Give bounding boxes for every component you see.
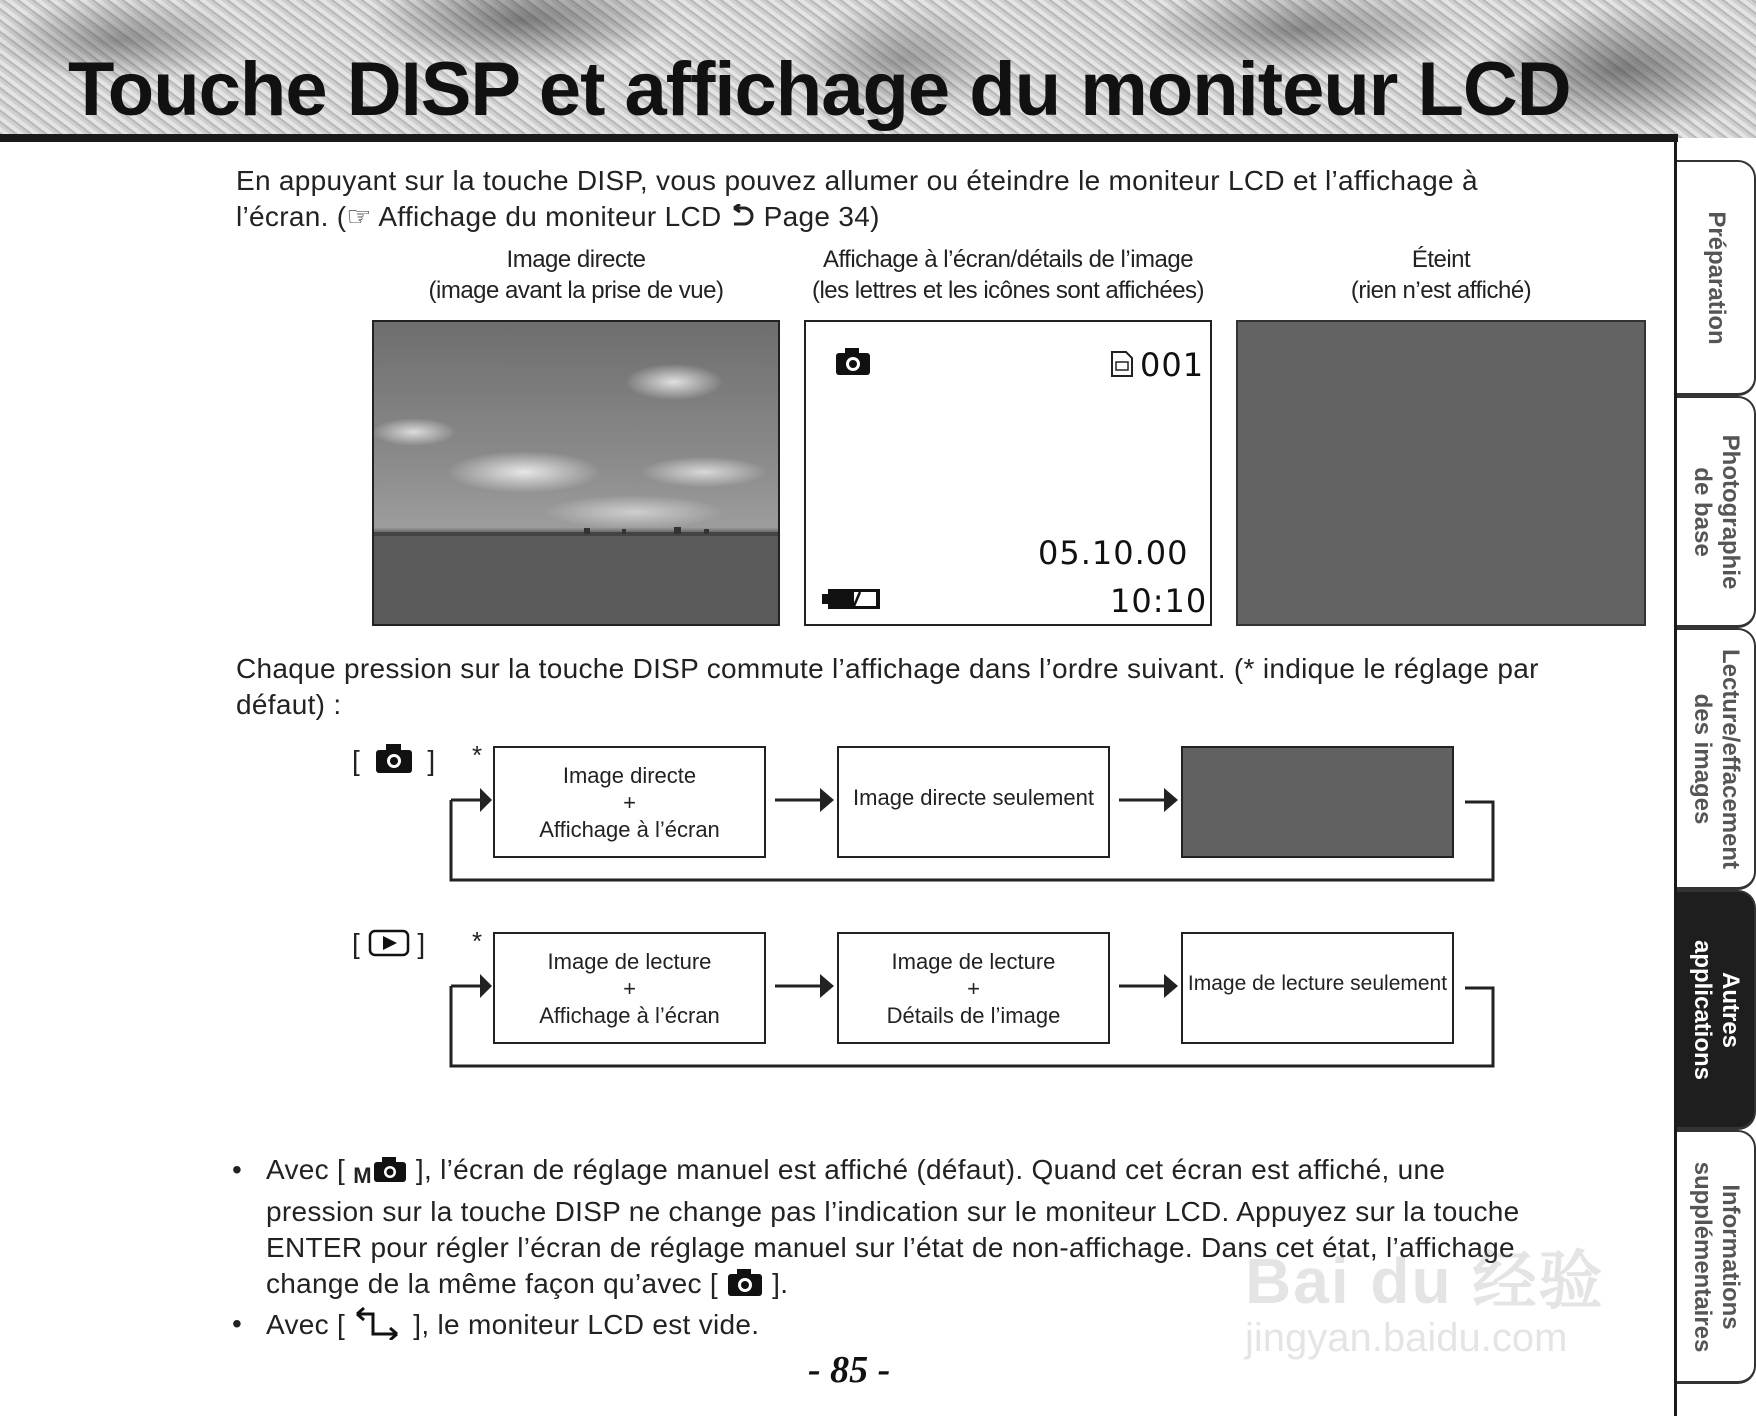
pointing-hand-icon: ☞	[346, 201, 372, 232]
watermark-url: jingyan.baidu.com	[1245, 1316, 1568, 1360]
bracket-close: ]	[417, 928, 426, 959]
osd-panel	[804, 320, 1212, 626]
tab-label: Autres applications	[1688, 939, 1744, 1080]
sequence-intro-line-1: Chaque pression sur la touche DISP commute l’affichage dans l’ordre suivant. (* indique le réglage par	[236, 653, 1539, 684]
caption-osd	[790, 244, 1226, 306]
default-marker: *	[472, 740, 483, 770]
tab-lecture-effacement[interactable]	[1677, 628, 1756, 890]
bullet-mark: •	[232, 1154, 243, 1185]
default-marker: *	[472, 926, 483, 956]
note-text: ].	[764, 1268, 789, 1299]
camera-icon	[726, 1267, 764, 1306]
intro-link-text[interactable]: Affichage du moniteur LCD	[371, 201, 730, 232]
rec-step-2: Image directe seulement	[837, 746, 1110, 858]
baidu-watermark	[1245, 1230, 1604, 1361]
rec-step-1: Image directe + Affichage à l’écran	[493, 746, 766, 858]
tab-label: Préparation	[1702, 210, 1730, 345]
tab-autres-applications[interactable]	[1677, 890, 1756, 1130]
sequence-intro	[236, 651, 1539, 723]
caption-live-image	[372, 244, 780, 306]
bracket-open: [	[352, 745, 360, 776]
camera-icon	[834, 346, 872, 381]
camera-icon	[374, 742, 414, 781]
time-display: 10:10	[1110, 582, 1208, 620]
note-line-1	[266, 1152, 1520, 1194]
caption-title: Affichage à l’écran/détails de l’image	[822, 246, 1194, 273]
play-flow-arrows	[440, 946, 1500, 1076]
bullet-mark: •	[232, 1308, 243, 1339]
manual-camera-icon	[353, 1155, 408, 1194]
rec-mode-label	[352, 742, 435, 781]
tab-label: Lecture/effacement des images	[1688, 648, 1744, 869]
note-text: Avec [	[266, 1154, 354, 1185]
note-text: ], le moniteur LCD est vide.	[405, 1309, 760, 1340]
note-text: Avec [	[266, 1309, 354, 1340]
rec-flow-arrows	[440, 760, 1500, 890]
setup-arrows-icon	[353, 1306, 405, 1349]
tab-label: Informations supplémentaires	[1688, 1161, 1744, 1352]
memory-card-icon	[1110, 350, 1134, 383]
header-rule	[0, 134, 1678, 142]
note-line-3: ENTER pour régler l’écran de réglage manuel sur l’état de non-affichage. Dans cet état, l’affichage	[266, 1232, 1515, 1263]
note-text: change de la même façon qu’avec [	[266, 1268, 727, 1299]
caption-title: Image directe	[506, 246, 646, 273]
display-off-panel	[1236, 320, 1646, 626]
return-arrow-icon	[730, 201, 756, 237]
tab-photographie-de-base[interactable]	[1677, 396, 1756, 628]
tab-informations-supplementaires[interactable]	[1677, 1130, 1756, 1384]
play-step-3: Image de lecture seulement	[1181, 932, 1454, 1044]
caption-subtitle: (les lettres et les icônes sont affichées)	[811, 277, 1205, 304]
live-image-panel	[372, 320, 780, 626]
bracket-close: ]	[427, 745, 436, 776]
watermark-suffix: 经验	[1472, 1245, 1605, 1317]
intro-page-ref: Page 34)	[755, 201, 880, 232]
battery-icon	[822, 588, 882, 615]
watermark-brand: Bai du	[1245, 1245, 1453, 1317]
caption-off	[1236, 244, 1646, 306]
play-step-2: Image de lecture + Détails de l’image	[837, 932, 1110, 1044]
tab-preparation[interactable]	[1677, 160, 1756, 396]
intro-paragraph	[236, 163, 1478, 237]
note-line-2: pression sur la touche DISP ne change pas l’indication sur le moniteur LCD. Appuyez sur la touche	[266, 1196, 1520, 1227]
caption-subtitle: (image avant la prise de vue)	[428, 277, 724, 304]
caption-title: Éteint	[1411, 246, 1471, 273]
caption-subtitle: (rien n’est affiché)	[1350, 277, 1532, 304]
page-title: Touche DISP et affichage du moniteur LCD	[68, 47, 1571, 132]
intro-text: l’écran. (	[236, 201, 347, 232]
intro-line-2	[236, 199, 1478, 237]
landscape-photo	[374, 322, 778, 624]
manual-letter: M	[353, 1163, 372, 1188]
play-mode-label	[352, 928, 425, 964]
play-step-1: Image de lecture + Affichage à l’écran	[493, 932, 766, 1044]
sequence-intro-line-2: défaut) :	[236, 689, 342, 720]
date-display: 05.10.00	[1038, 534, 1189, 572]
bracket-open: [	[352, 928, 360, 959]
frame-counter: 001	[1140, 346, 1205, 384]
play-icon	[368, 929, 410, 964]
tab-label: Photographie de base	[1688, 434, 1744, 589]
page-number: - 85 -	[808, 1349, 891, 1391]
intro-line-1: En appuyant sur la touche DISP, vous pouvez allumer ou éteindre le moniteur LCD et l’affichage à	[236, 165, 1478, 196]
note-text: ], l’écran de réglage manuel est affiché (défaut). Quand cet écran est affiché, une	[407, 1154, 1446, 1185]
